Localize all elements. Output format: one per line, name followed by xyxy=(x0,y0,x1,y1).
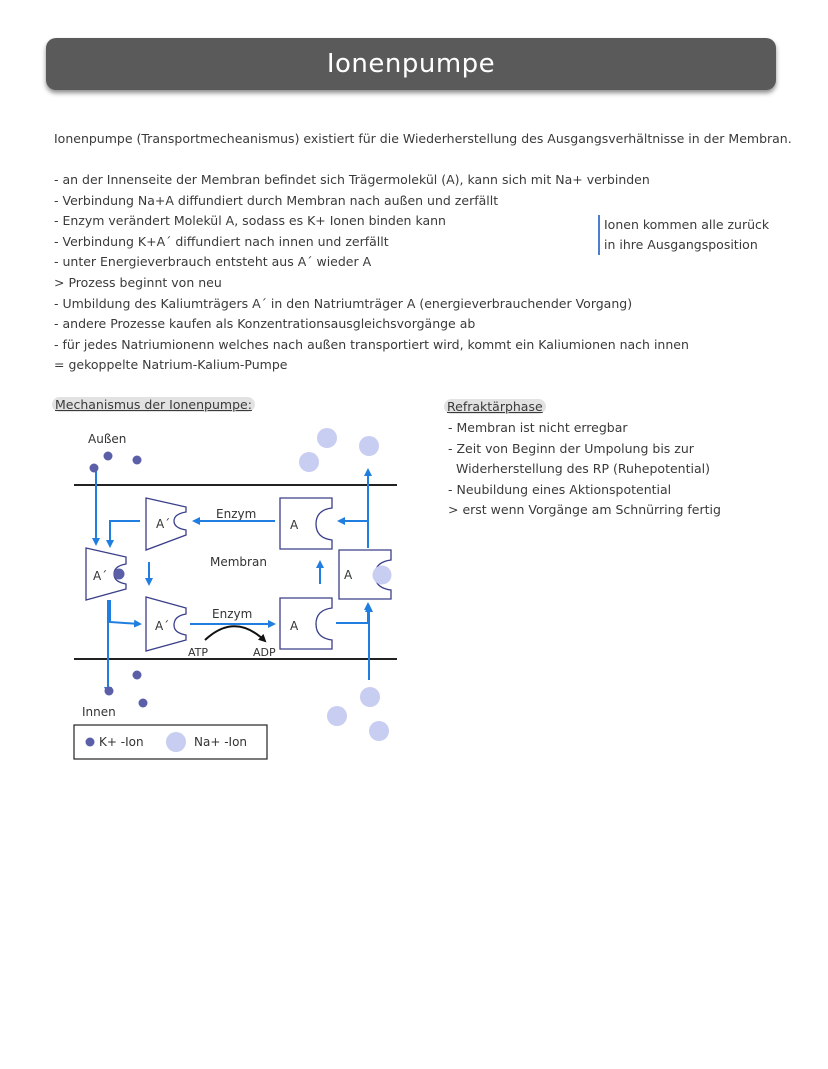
bound-na-ion xyxy=(373,566,392,585)
page-title: Ionenpumpe xyxy=(326,49,496,79)
bullet-item: - Verbindung K+A´ diffundiert nach innen und zerfällt xyxy=(54,233,389,249)
outside-label: Außen xyxy=(88,432,127,446)
inside-label: Innen xyxy=(82,705,116,719)
legend-k-marker xyxy=(86,738,95,747)
legend xyxy=(74,725,267,759)
carrier-a-top xyxy=(280,498,332,549)
refractory-line: - Zeit von Beginn der Umpolung bis zur xyxy=(448,440,694,456)
atp-adp-arrow xyxy=(205,626,265,641)
refractory-line: - Neubildung eines Aktionspotential xyxy=(448,481,672,497)
bullet-item: - andere Prozesse kaufen als Konzentrationsausgleichsvorgänge ab xyxy=(54,316,476,332)
bullet-item: - Umbildung des Kaliumträgers A´ in den Natriumträger A (energieverbrauchender Vorgang) xyxy=(54,295,633,311)
carrier-a-bottom xyxy=(280,598,332,649)
side-note-line: Ionen kommen alle zurück xyxy=(604,217,770,232)
refractory-line: > erst wenn Vorgänge am Schnürring fertig xyxy=(448,502,721,517)
bullet-item: - unter Energieverbrauch entsteht aus A´ wieder A xyxy=(54,254,372,270)
atp-label: ATP xyxy=(188,646,209,659)
enzyme-bottom-label: Enzym xyxy=(212,607,253,621)
carrier-a-prime-top xyxy=(146,498,186,550)
legend-k-label: K+ -Ion xyxy=(99,735,144,749)
membrane-label: Membran xyxy=(210,555,267,569)
carrier-a-prime-bottom xyxy=(146,597,186,651)
mechanism-heading: Mechanismus der Ionenpumpe: xyxy=(52,397,255,412)
bullet-item: = gekoppelte Natrium-Kalium-Pumpe xyxy=(54,357,288,373)
svg-text:A: A xyxy=(290,619,299,633)
bullet-item: - für jedes Natriumionenn welches nach außen transportiert wird, kommt ein Kaliumionen nach innen xyxy=(54,336,689,352)
refractory-line: - Membran ist nicht erregbar xyxy=(448,420,628,435)
bullet-item: - an der Innenseite der Membran befindet sich Trägermolekül (A), kann sich mit Na+ verbinden xyxy=(54,172,650,187)
svg-text:A´: A´ xyxy=(93,569,108,583)
svg-text:A: A xyxy=(344,568,353,582)
intro-text: Ionenpumpe (Transportmecheanismus) existiert für die Wiederherstellung des Ausgangsverhältnisse in der Membran. xyxy=(54,131,792,146)
svg-text:A: A xyxy=(290,518,299,532)
svg-text:A´: A´ xyxy=(156,517,171,531)
side-note-line: in ihre Ausgangsposition xyxy=(604,237,758,252)
adp-label: ADP xyxy=(253,646,276,659)
enzyme-top-label: Enzym xyxy=(216,507,257,521)
refractory-heading: Refraktärphase xyxy=(444,399,546,414)
bullet-item: > Prozess beginnt von neu xyxy=(54,274,222,290)
bound-k-ion xyxy=(114,569,125,580)
legend-na-marker xyxy=(166,732,186,752)
svg-text:A´: A´ xyxy=(155,619,170,633)
refractory-line: Widerherstellung des RP (Ruhepotential) xyxy=(456,461,710,476)
bullet-item: - Verbindung Na+A diffundiert durch Membran nach außen und zerfällt xyxy=(54,192,499,208)
legend-na-label: Na+ -Ion xyxy=(194,735,248,749)
bullet-item: - Enzym verändert Molekül A, sodass es K+ Ionen binden kann xyxy=(54,213,446,229)
